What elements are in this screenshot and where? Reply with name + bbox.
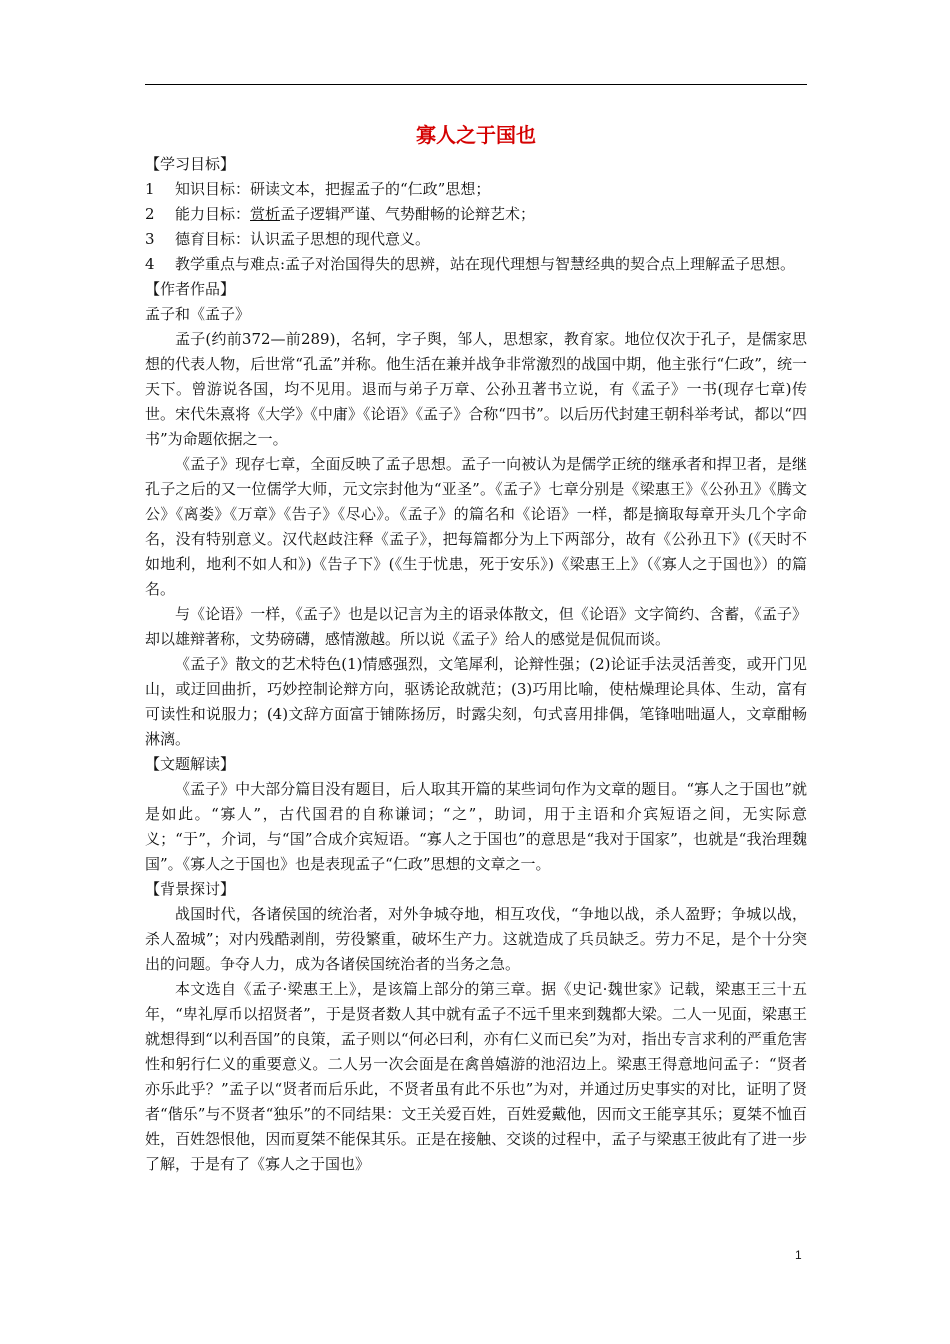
document-body <box>145 120 807 1177</box>
paragraph: 战国时代，各诸侯国的统治者，对外争城夺地，相互攻伐，“争地以战，杀人盈野；争城以战，杀人盈城”；对内残酷剥削，劳役繁重，破坏生产力。这就造成了兵员缺乏。劳力不足，是个十分突出的问题。争夺人力，成为各诸侯国统治者的当务之急。 <box>145 905 807 973</box>
underlined-term: 赏析 <box>250 205 281 223</box>
section-heading-background: 【背景探讨】 <box>145 880 236 898</box>
goal-item-1 <box>145 177 807 202</box>
paragraph: 与《论语》一样，《孟子》也是以记言为主的语录体散文，但《论语》文字简约、含蓄，《孟子》却以雄辩著称，文势磅礴，感情激越。所以说《孟子》给人的感觉是侃侃而谈。 <box>145 605 807 648</box>
goal-number: 4 <box>145 255 155 273</box>
paragraph: 孟子(约前372—前289)，名轲，字子舆，邹人，思想家，教育家。地位仅次于孔子，是儒家思想的代表人物，后世常“孔孟”并称。他生活在兼并战争非常激烈的战国中期，他主张行“仁政”，统一天下。曾游说各国，均不见用。退而与弟子万章、公孙丑著书立说，有《孟子》一书(现存七章)传世。宋代朱熹将《大学》《中庸》《论语》《孟子》合称“四书”。以后历代封建王朝科举考试，都以“四书”为命题依据之一。 <box>145 330 807 448</box>
goal-prefix: 能力目标： <box>175 205 251 223</box>
goal-text: 德育目标：认识孟子思想的现代意义。 <box>175 230 431 248</box>
paragraph: 《孟子》现存七章，全面反映了孟子思想。孟子一向被认为是儒学正统的继承者和捍卫者，是继孔子之后的又一位儒学大师，元文宗封他为“亚圣”。《孟子》七章分别是《梁惠王》《公孙丑》《腾文公》《离娄》《万章》《告子》《尽心》。《孟子》的篇名和《论语》一样，都是摘取每章开头几个字命名，没有特别意义。汉代赵歧注释《孟子》，把每篇都分为上下两部分，故有《公孙丑下》(《天时不如地利，地利不如人和》)《告子下》(《生于忧患，死于安乐》)《梁惠王上》（《寡人之于国也》）的篇名。 <box>145 455 807 598</box>
goal-number: 2 <box>145 205 155 223</box>
author-subtitle: 孟子和《孟子》 <box>145 305 251 323</box>
paragraph: 本文选自《孟子·梁惠王上》，是该篇上部分的第三章。据《史记·魏世家》记载，梁惠王三十五年，“卑礼厚币以招贤者”，于是贤者数人其中就有孟子不远千里来到魏都大梁。二人一见面，梁惠王就想得到“以利吾国”的良策，孟子则以“何必曰利，亦有仁义而已矣”为对，指出专言求利的严重危害性和躬行仁义的重要意义。二人另一次会面是在禽兽嬉游的池沼边上。梁惠王得意地问孟子：“贤者亦乐此乎？”孟子以“贤者而后乐此，不贤者虽有此不乐也”为对，并通过历史事实的对比，证明了贤者“偕乐”与不贤者“独乐”的不同结果：文王关爱百姓，百姓爱戴他，因而文王能享其乐；夏桀不恤百姓，百姓怨恨他，因而夏桀不能保其乐。正是在接触、交谈的过程中，孟子与梁惠王彼此有了进一步了解，于是有了《寡人之于国也》 <box>145 980 807 1173</box>
goal-number: 1 <box>145 180 155 198</box>
document-title: 寡人之于国也 <box>416 123 536 147</box>
goal-item-2 <box>145 202 807 227</box>
section-heading-goals: 【学习目标】 <box>145 155 236 173</box>
section-heading-author: 【作者作品】 <box>145 280 236 298</box>
goal-rest: 孟子逻辑严谨、气势酣畅的论辩艺术； <box>280 205 536 223</box>
goal-text: 教学重点与难点:孟子对治国得失的思辨，站在现代理想与智慧经典的契合点上理解孟子思想。 <box>175 255 796 273</box>
goal-item-3 <box>145 227 807 252</box>
page-number: 1 <box>795 1248 802 1262</box>
goal-text <box>175 202 807 227</box>
section-heading-reading: 【文题解读】 <box>145 755 236 773</box>
goal-text: 知识目标：研读文本，把握孟子的“仁政”思想； <box>175 180 491 198</box>
paragraph: 《孟子》散文的艺术特色(1)情感强烈，文笔犀利，论辩性强；(2)论证手法灵活善变，或开门见山，或迂回曲折，巧妙控制论辩方向，驱诱论敌就范；(3)巧用比喻，使枯燥理论具体、生动，富有可读性和说服力；(4)文辞方面富于铺陈扬厉，时露尖刻，句式喜用排偶，笔锋咄咄逼人，文章酣畅淋漓。 <box>145 655 807 748</box>
paragraph: 《孟子》中大部分篇目没有题目，后人取其开篇的某些词句作为文章的题目。“寡人之于国也”就是如此。“寡人”，古代国君的自称谦词；“之”，助词，用于主语和介宾短语之间，无实际意义；“于”，介词，与“国”合成介宾短语。“寡人之于国也”的意思是“我对于国家”，也就是“我治理魏国”。《寡人之于国也》也是表现孟子“仁政”思想的文章之一。 <box>145 780 807 873</box>
goal-number: 3 <box>145 230 155 248</box>
goal-item-4 <box>145 252 807 277</box>
header-rule <box>145 84 807 85</box>
